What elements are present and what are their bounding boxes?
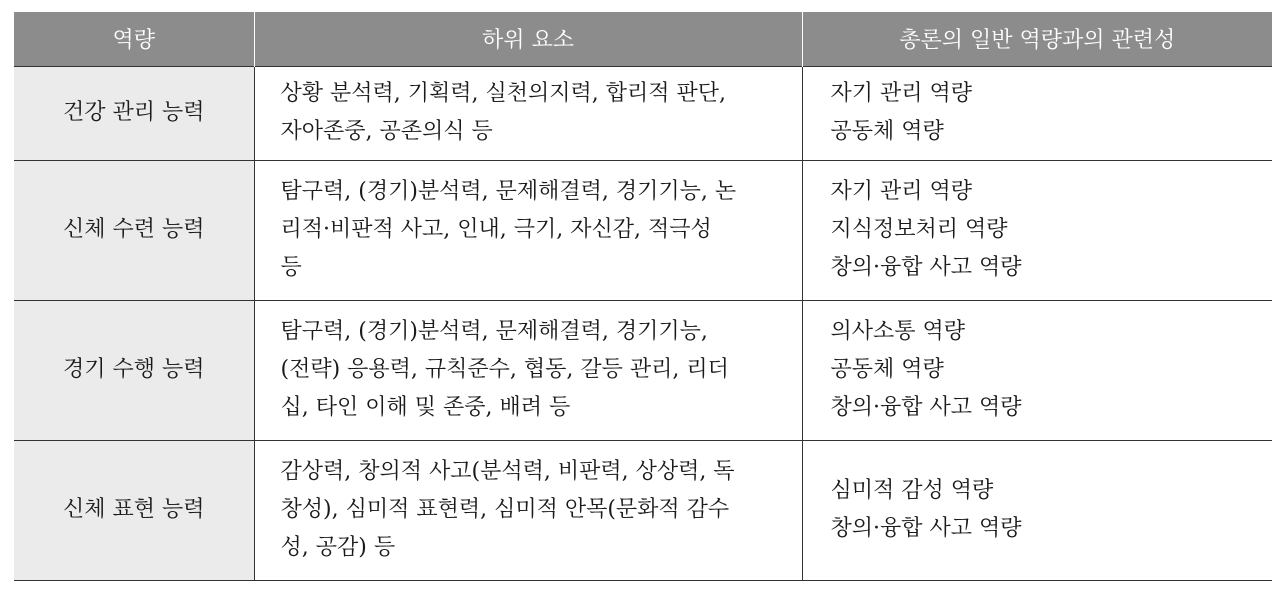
sub-element-line: 등 (280, 255, 302, 280)
competency-cell: 신체 수련 능력 (14, 160, 254, 300)
header-relation: 총론의 일반 역량과의 관련성 (802, 12, 1272, 66)
sub-elements-cell (254, 300, 802, 440)
sub-element-line: 창성), 심미적 표현력, 심미적 안목(문화적 감수 (280, 497, 730, 522)
relation-cell (802, 300, 1272, 440)
competency-cell: 경기 수행 능력 (14, 300, 254, 440)
relation-line: 자기 관리 역량 (830, 81, 972, 106)
header-row (14, 12, 1272, 66)
sub-elements-cell (254, 66, 802, 160)
table-row (14, 300, 1272, 440)
relation-line: 창의·융합 사고 역량 (830, 255, 1022, 280)
competency-cell: 신체 표현 능력 (14, 440, 254, 580)
sub-element-line: 성, 공감) 등 (280, 535, 396, 560)
table-row (14, 440, 1272, 580)
table-row (14, 66, 1272, 160)
sub-element-line: (전략) 응용력, 규칙준수, 협동, 갈등 관리, 리더 (280, 357, 729, 382)
table-header (14, 12, 1272, 66)
sub-elements-cell (254, 160, 802, 300)
relation-line: 지식정보처리 역량 (830, 217, 1008, 242)
relation-cell (802, 66, 1272, 160)
sub-elements-cell (254, 440, 802, 580)
relation-line: 심미적 감성 역량 (830, 478, 994, 503)
sub-element-line: 탐구력, (경기)분석력, 문제해결력, 경기기능, (280, 319, 708, 344)
relation-line: 자기 관리 역량 (830, 179, 972, 204)
relation-line: 창의·융합 사고 역량 (830, 516, 1022, 541)
sub-element-line: 자아존중, 공존의식 등 (280, 119, 493, 144)
sub-element-line: 탐구력, (경기)분석력, 문제해결력, 경기기능, 논 (280, 179, 737, 204)
relation-line: 공동체 역량 (830, 119, 944, 144)
competency-cell: 건강 관리 능력 (14, 66, 254, 160)
sub-element-line: 리적·비판적 사고, 인내, 극기, 자신감, 적극성 (280, 217, 712, 242)
relation-cell (802, 440, 1272, 580)
competency-table-container (14, 12, 1272, 581)
relation-line: 의사소통 역량 (830, 319, 966, 344)
table-body (14, 66, 1272, 580)
sub-element-line: 감상력, 창의적 사고(분석력, 비판력, 상상력, 독 (280, 459, 735, 484)
relation-line: 창의·융합 사고 역량 (830, 395, 1022, 420)
relation-line: 공동체 역량 (830, 357, 944, 382)
relation-cell (802, 160, 1272, 300)
table-row (14, 160, 1272, 300)
header-competency: 역량 (14, 12, 254, 66)
sub-element-line: 상황 분석력, 기획력, 실천의지력, 합리적 판단, (280, 81, 726, 106)
sub-element-line: 십, 타인 이해 및 존중, 배려 등 (280, 395, 571, 420)
header-sub-elements: 하위 요소 (254, 12, 802, 66)
competency-table (14, 12, 1272, 581)
